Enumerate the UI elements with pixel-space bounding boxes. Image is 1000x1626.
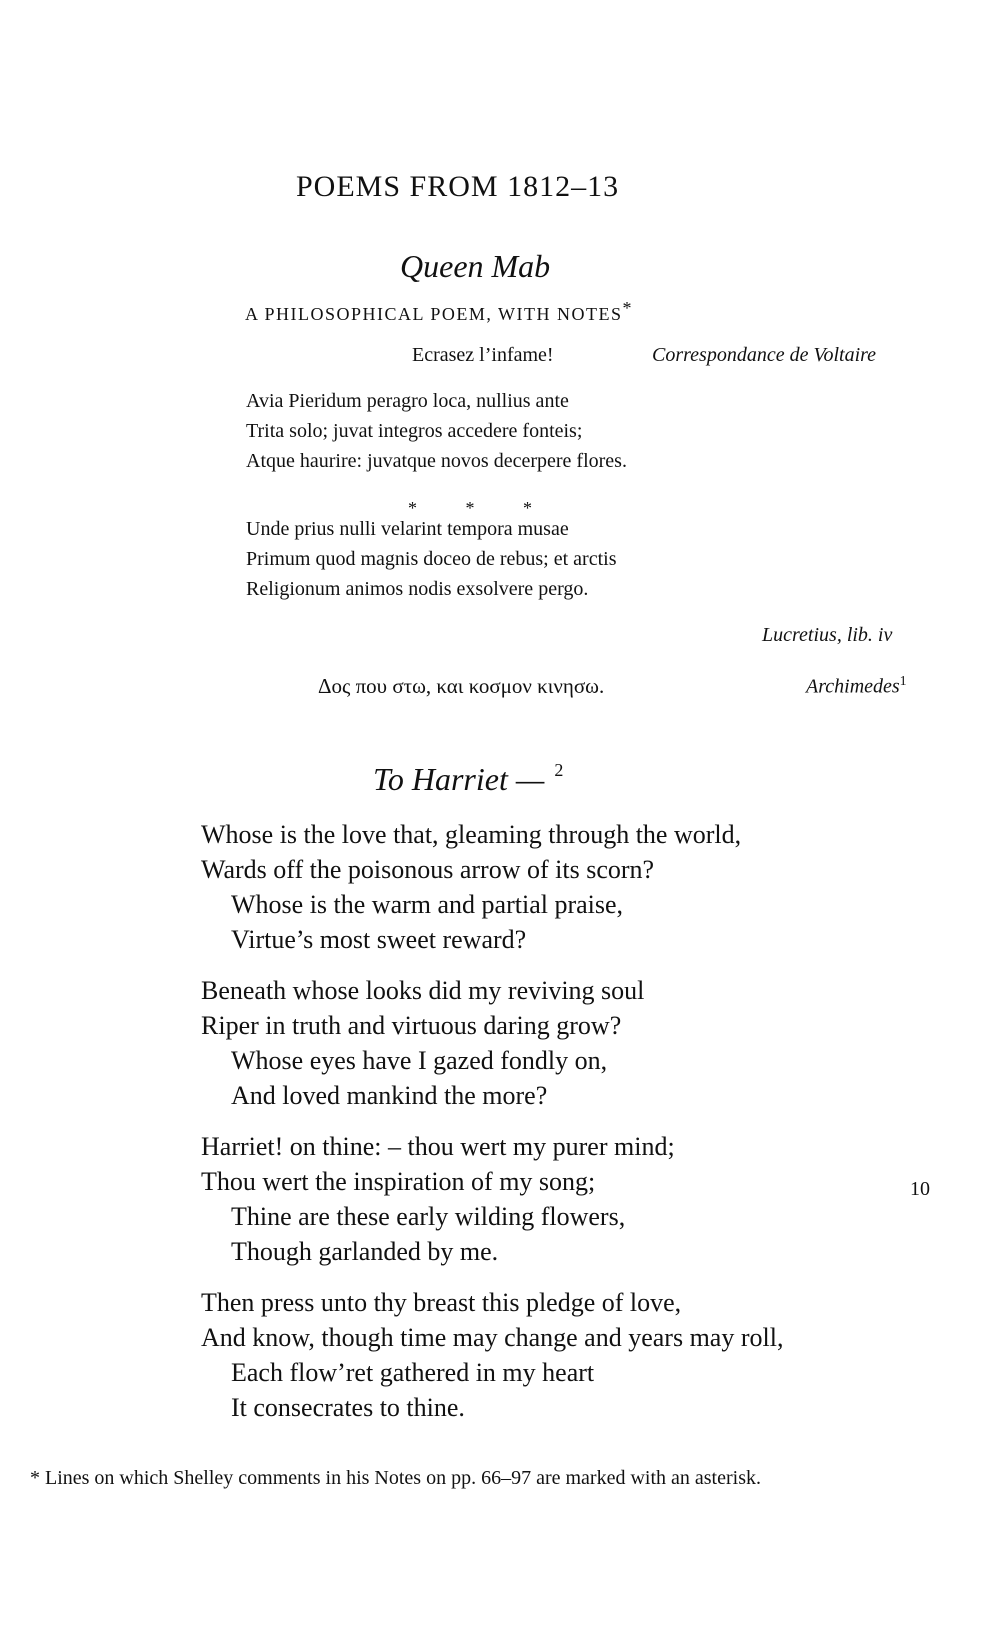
dedication-title (373, 760, 563, 798)
verse-line: Whose is the warm and partial praise, (231, 890, 624, 919)
verse-line: Thine are these early wilding flowers, (231, 1202, 626, 1231)
verse-line: Beneath whose looks did my reviving soul (201, 976, 645, 1005)
epigraph-voltaire-source (652, 344, 876, 367)
verse-line: It consecrates to thine. (231, 1393, 465, 1422)
archimedes-source-text: Archimedes (806, 675, 900, 698)
archimedes-note-mark: 1 (899, 674, 907, 689)
verse-line: Whose is the love that, gleaming through the world, (201, 820, 742, 849)
dedication-note-mark: 2 (554, 760, 564, 780)
epigraph-latin-line: Avia Pieridum peragro loca, nullius ante (246, 390, 569, 412)
voltaire-source-text: Correspondance de Voltaire (652, 344, 877, 366)
subtitle-text: A PHILOSOPHICAL POEM, WITH NOTES (245, 304, 623, 324)
epigraph-lucretius-source (762, 624, 892, 647)
footnote-text: Lines on which Shelley comments in his Notes on pp. 66–97 are marked with an asterisk. (45, 1467, 761, 1489)
epigraph-archimedes-source (806, 674, 907, 699)
section-break-stars: * * * (408, 498, 554, 518)
verse-line: And know, though time may change and years may roll, (201, 1323, 784, 1352)
epigraph-latin-line: Trita solo; juvat integros accedere fonteis; (246, 420, 583, 442)
verse-line: And loved mankind the more? (231, 1081, 548, 1110)
verse-line: Virtue’s most sweet reward? (231, 925, 527, 954)
verse-line: Then press unto thy breast this pledge of love, (201, 1288, 682, 1317)
lucretius-source-text: Lucretius, lib. iv (762, 624, 893, 646)
verse-line: Thou wert the inspiration of my song; (201, 1167, 596, 1196)
verse-line: Each flow’ret gathered in my heart (231, 1358, 595, 1387)
dedication-title-text: To Harriet — (373, 761, 545, 797)
line-number: 10 (910, 1178, 930, 1200)
poem-subtitle (245, 298, 632, 325)
poem-title: Queen Mab (400, 248, 551, 284)
verse-line: Wards off the poisonous arrow of its scorn? (201, 855, 655, 884)
footnote (30, 1464, 935, 1493)
epigraph-greek-text: Δος που στω, και κοσμον κινησω. (318, 674, 605, 698)
epigraph-voltaire-text: Ecrasez l’infame! (412, 344, 554, 366)
section-title: POEMS FROM 1812–13 (296, 170, 620, 203)
epigraph-latin-line: Religionum animos nodis exsolvere pergo. (246, 578, 589, 600)
footnote-mark: * (30, 1467, 40, 1489)
verse-line: Whose eyes have I gazed fondly on, (231, 1046, 608, 1075)
verse-line: Riper in truth and virtuous daring grow? (201, 1011, 622, 1040)
epigraph-latin-line: Unde prius nulli velarint tempora musae (246, 518, 569, 540)
epigraph-latin-line: Atque haurire: juvatque novos decerpere flores. (246, 450, 627, 472)
verse-line: Though garlanded by me. (231, 1237, 499, 1266)
verse-line: Harriet! on thine: – thou wert my purer mind; (201, 1132, 675, 1161)
subtitle-footnote-mark: * (622, 298, 632, 318)
epigraph-latin-line: Primum quod magnis doceo de rebus; et arctis (246, 548, 617, 570)
